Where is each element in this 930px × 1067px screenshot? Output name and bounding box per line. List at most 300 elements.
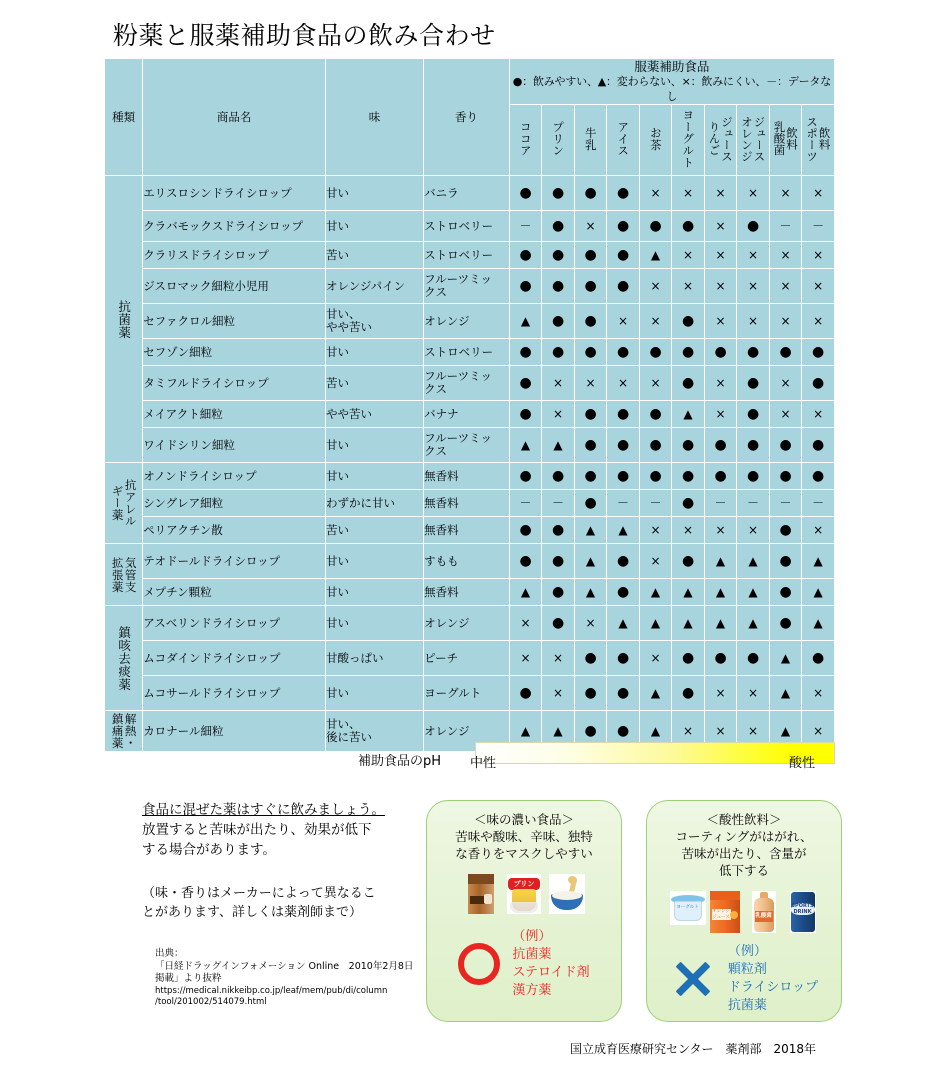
rating-cell-7 [737, 490, 769, 516]
supplement-column-header-7 [737, 105, 769, 175]
sports-drink-can-icon [787, 891, 819, 933]
symbol-circle: ● [779, 615, 792, 631]
compatibility-table [104, 58, 835, 752]
aroma-cell: オレンジ [424, 711, 509, 751]
rating-cell-1 [542, 544, 574, 578]
rating-cell-4 [640, 544, 672, 578]
symbol-triangle: ▲ [748, 615, 758, 630]
rating-cell-5 [672, 676, 704, 710]
symbol-circle: ● [519, 406, 532, 422]
supplement-column-label-4: お茶 [648, 126, 663, 151]
symbol-circle: ● [616, 685, 630, 701]
symbol-cross: × [715, 522, 726, 537]
rating-cell-0 [510, 176, 542, 210]
symbol-triangle: ▲ [520, 437, 531, 452]
aroma-cell: ストロベリー [424, 339, 509, 365]
aroma-cell: バニラ [424, 176, 509, 210]
symbol-circle: ● [746, 406, 760, 422]
symbol-triangle: ▲ [553, 723, 563, 738]
rating-cell-4 [640, 304, 672, 338]
symbol-circle: ● [551, 584, 565, 600]
symbol-cross: × [650, 650, 661, 665]
rating-cell-2 [575, 366, 607, 400]
rating-cell-9 [802, 366, 834, 400]
rating-cell-6 [705, 676, 737, 710]
symbol-cross: × [813, 723, 824, 738]
taste-cell: 甘い、 後に苦い [326, 711, 423, 751]
symbol-cross: × [715, 723, 726, 738]
symbol-circle: ● [551, 553, 565, 569]
category-label-2-0: 気管支 [123, 556, 138, 593]
rating-cell-0 [510, 490, 542, 516]
rating-cell-5 [672, 401, 704, 427]
aroma-cell: ヨーグルト [424, 676, 509, 710]
taste-cell: やや苦い [326, 401, 423, 427]
rating-cell-2 [575, 176, 607, 210]
rating-cell-4 [640, 401, 672, 427]
rating-cell-2 [575, 463, 607, 489]
symbol-cross: × [650, 313, 661, 328]
box-right-icon-row [647, 891, 841, 933]
symbol-cross: × [650, 522, 661, 537]
symbol-circle: ● [616, 584, 630, 600]
rating-cell-8 [770, 579, 802, 605]
symbol-circle: ● [584, 344, 597, 360]
rating-cell-8 [770, 517, 802, 543]
symbol-cross: × [650, 375, 661, 390]
aroma-cell: 無香料 [424, 463, 509, 489]
category-label-1-1: ギー薬 [110, 485, 125, 521]
rating-cell-9 [802, 544, 834, 578]
supplement-column-header-0 [510, 105, 542, 175]
source-citation [155, 948, 430, 1009]
symbol-cross: × [553, 685, 564, 700]
rating-cell-1 [542, 428, 574, 462]
supplement-column-label-9-0: 飲料 [817, 127, 832, 150]
table-row [105, 517, 834, 543]
symbol-dash: － [714, 495, 727, 510]
symbol-circle: ● [584, 185, 597, 201]
rating-cell-2 [575, 490, 607, 516]
symbol-circle: ● [681, 650, 695, 666]
taste-cell: 甘酸っぱい [326, 641, 423, 675]
symbol-cross: × [520, 650, 531, 665]
symbol-cross: × [618, 313, 629, 328]
rating-cell-5 [672, 641, 704, 675]
rating-cell-3 [607, 401, 639, 427]
symbol-triangle: ▲ [650, 247, 661, 262]
aroma-cell: オレンジ [424, 606, 509, 640]
table-row [105, 641, 834, 675]
symbol-circle: ● [616, 247, 630, 263]
rating-cell-6 [705, 517, 737, 543]
source-url-line-1: https://medical.nikkeibp.co.jp/leaf/mem/pub/di/column [155, 985, 388, 996]
symbol-circle: ● [779, 553, 792, 569]
rating-cell-2 [575, 544, 607, 578]
rating-cell-5 [672, 211, 704, 241]
symbol-triangle: ▲ [683, 615, 693, 630]
aroma-cell: すもも [424, 544, 509, 578]
supplement-column-label-8-0: 飲料 [785, 127, 800, 150]
symbol-circle: ● [649, 437, 662, 453]
symbol-circle: ● [649, 468, 662, 484]
taste-cell: 苦い [326, 242, 423, 268]
rating-cell-5 [672, 339, 704, 365]
paren-line-2: とがあります、詳しくは薬剤師まで） [142, 905, 362, 920]
rating-cell-3 [607, 606, 639, 640]
symbol-cross: × [748, 685, 759, 700]
product-name-cell: ワイドシリン細粒 [143, 428, 325, 462]
rating-cell-1 [542, 366, 574, 400]
supplement-column-label-3: アイス [616, 120, 631, 157]
box-left-body-line-1: 苦味や酸味、辛味、独特 [455, 829, 593, 844]
taste-cell: オレンジパイン [326, 269, 423, 303]
symbol-circle: ● [616, 406, 630, 422]
rating-cell-5 [672, 579, 704, 605]
symbol-cross: × [813, 313, 824, 328]
symbol-cross: × [715, 218, 726, 233]
table-row [105, 544, 834, 578]
rating-cell-5 [672, 490, 704, 516]
rating-cell-2 [575, 428, 607, 462]
symbol-dash: － [519, 495, 532, 510]
rating-cell-2 [575, 211, 607, 241]
symbol-cross: × [683, 185, 694, 200]
table-row [105, 304, 834, 338]
ph-axis-label: 補助食品のpH [358, 754, 442, 769]
header-kind: 種類 [105, 59, 142, 175]
supplement-column-header-2 [575, 105, 607, 175]
rating-cell-1 [542, 339, 574, 365]
rating-cell-2 [575, 517, 607, 543]
rating-cell-3 [607, 339, 639, 365]
rating-cell-8 [770, 401, 802, 427]
symbol-circle: ● [584, 406, 597, 422]
symbol-circle: ● [779, 437, 792, 453]
symbol-circle: ● [551, 278, 565, 294]
product-name-cell: オノンドライシロップ [143, 463, 325, 489]
rating-cell-1 [542, 517, 574, 543]
warning-line-1: 食品に混ぜた薬はすぐに飲みましょう。 [142, 802, 385, 818]
symbol-circle: ● [551, 247, 565, 263]
box-right-body [647, 828, 841, 879]
info-box-acidic-drinks [646, 800, 842, 1022]
circle-mark-icon [458, 943, 500, 985]
supplement-column-header-1 [542, 105, 574, 175]
symbol-circle: ● [519, 685, 532, 701]
symbol-triangle: ▲ [748, 553, 758, 568]
table-row [105, 269, 834, 303]
table-row [105, 366, 834, 400]
symbol-circle: ● [519, 278, 532, 294]
symbol-circle: ● [551, 522, 565, 538]
symbol-triangle: ▲ [683, 584, 693, 599]
box-right-verdict-text [728, 943, 818, 1015]
rating-cell-3 [607, 304, 639, 338]
box-right-body-line-1: コーティングがはがれ、 [675, 829, 813, 844]
symbol-cross: × [748, 313, 759, 328]
aroma-cell: ストロベリー [424, 211, 509, 241]
rating-cell-6 [705, 544, 737, 578]
rating-cell-1 [542, 269, 574, 303]
rating-cell-9 [802, 463, 834, 489]
rating-cell-5 [672, 366, 704, 400]
table-row [105, 606, 834, 640]
header-taste: 味 [326, 59, 423, 175]
rating-cell-5 [672, 428, 704, 462]
symbol-triangle: ▲ [553, 437, 563, 452]
symbol-cross: × [715, 278, 726, 293]
category-cell-2 [105, 544, 142, 605]
symbol-circle: ● [519, 247, 532, 263]
symbol-circle: ● [584, 723, 597, 739]
rating-cell-3 [607, 428, 639, 462]
box-right-verdict-line-1: （例） [727, 944, 767, 959]
symbol-circle: ● [616, 344, 630, 360]
product-name-cell: メプチン顆粒 [143, 579, 325, 605]
symbol-circle: ● [649, 218, 662, 234]
box-left-title: ＜味の濃い食品＞ [473, 812, 574, 827]
rating-cell-7 [737, 242, 769, 268]
rating-cell-6 [705, 606, 737, 640]
rating-cell-6 [705, 641, 737, 675]
symbol-triangle: ▲ [650, 685, 661, 700]
symbol-triangle: ▲ [715, 615, 726, 630]
box-right-title: ＜酸性飲料＞ [706, 812, 782, 827]
rating-cell-7 [737, 676, 769, 710]
rating-cell-1 [542, 641, 574, 675]
symbol-circle: ● [551, 218, 565, 234]
symbol-triangle: ▲ [780, 650, 791, 665]
rating-cell-2 [575, 606, 607, 640]
rating-cell-4 [640, 463, 672, 489]
symbol-dash: － [519, 218, 532, 233]
symbol-cross: × [780, 313, 791, 328]
symbol-circle: ● [714, 437, 727, 453]
rating-cell-4 [640, 211, 672, 241]
rating-cell-3 [607, 579, 639, 605]
rating-cell-3 [607, 463, 639, 489]
symbol-triangle: ▲ [813, 584, 823, 599]
symbol-circle: ● [519, 522, 532, 538]
table-row [105, 211, 834, 241]
symbol-triangle: ▲ [813, 553, 823, 568]
symbol-circle: ● [812, 650, 825, 666]
product-name-cell: エリスロシンドライシロップ [143, 176, 325, 210]
symbol-triangle: ▲ [780, 685, 791, 700]
symbol-circle: ● [746, 437, 760, 453]
rating-cell-8 [770, 428, 802, 462]
symbol-cross: × [748, 185, 759, 200]
warning-line-3: する場合があります。 [142, 842, 276, 858]
symbol-circle: ● [616, 723, 630, 739]
symbol-dash: － [779, 218, 792, 233]
taste-cell: 甘い [326, 463, 423, 489]
box-left-body [427, 828, 621, 862]
rating-cell-7 [737, 211, 769, 241]
product-name-cell: タミフルドライシロップ [143, 366, 325, 400]
yogurt-icon-label: ヨーグルト [676, 905, 699, 910]
symbol-circle: ● [681, 218, 695, 234]
supplement-column-label-7-0: ジュース [752, 115, 767, 162]
rating-cell-9 [802, 606, 834, 640]
symbol-dash: － [649, 495, 662, 510]
symbol-cross: × [683, 247, 694, 262]
symbol-circle: ● [551, 344, 565, 360]
rating-cell-8 [770, 304, 802, 338]
symbol-cross: × [813, 685, 824, 700]
product-name-cell: カロナール細粒 [143, 711, 325, 751]
rating-cell-5 [672, 242, 704, 268]
symbol-circle: ● [681, 375, 695, 391]
symbol-circle: ● [714, 344, 727, 360]
rating-cell-7 [737, 544, 769, 578]
box-right-verdict-line-4: 抗菌薬 [727, 998, 767, 1013]
aroma-cell: 無香料 [424, 490, 509, 516]
rating-cell-8 [770, 176, 802, 210]
rating-cell-3 [607, 641, 639, 675]
rating-cell-9 [802, 676, 834, 710]
symbol-triangle: ▲ [650, 723, 661, 738]
symbol-circle: ● [616, 278, 630, 294]
symbol-circle: ● [746, 650, 760, 666]
rating-cell-0 [510, 242, 542, 268]
paren-line-1: （味・香りはメーカーによって異なるこ [142, 886, 376, 901]
symbol-circle: ● [616, 553, 630, 569]
box-left-verdict-line-1: （例） [512, 929, 552, 944]
rating-cell-0 [510, 676, 542, 710]
info-box-strong-flavor [426, 800, 622, 1022]
rating-cell-8 [770, 544, 802, 578]
rating-cell-1 [542, 401, 574, 427]
rating-cell-4 [640, 579, 672, 605]
warning-note [142, 800, 432, 860]
symbol-circle: ● [616, 185, 630, 201]
symbol-dash: － [617, 495, 630, 510]
symbol-circle: ● [551, 313, 565, 329]
supplement-column-header-5 [672, 105, 704, 175]
product-name-cell: ペリアクチン散 [143, 517, 325, 543]
lactic-drink-bottle-icon [748, 891, 780, 933]
box-right-body-line-2: 苦味が出たり、含量が [681, 846, 807, 861]
rating-cell-1 [542, 304, 574, 338]
symbol-circle: ● [584, 685, 597, 701]
product-name-cell: ムコダインドライシロップ [143, 641, 325, 675]
table-row [105, 401, 834, 427]
rating-cell-8 [770, 269, 802, 303]
symbol-triangle: ▲ [813, 615, 823, 630]
symbol-cross: × [780, 278, 791, 293]
symbol-cross: × [585, 218, 596, 233]
rating-cell-4 [640, 606, 672, 640]
symbol-triangle: ▲ [683, 406, 693, 421]
rating-cell-1 [542, 606, 574, 640]
rating-cell-5 [672, 176, 704, 210]
supplement-column-header-9 [802, 105, 834, 175]
rating-cell-1 [542, 490, 574, 516]
rating-cell-9 [802, 304, 834, 338]
rating-cell-0 [510, 211, 542, 241]
symbol-triangle: ▲ [715, 553, 726, 568]
taste-cell: 甘い [326, 211, 423, 241]
symbol-cross: × [553, 650, 564, 665]
rating-cell-0 [510, 641, 542, 675]
symbol-circle: ● [551, 185, 565, 201]
aroma-cell: 無香料 [424, 579, 509, 605]
supplement-column-label-0: ココア [518, 120, 533, 157]
rating-cell-5 [672, 606, 704, 640]
rating-cell-2 [575, 242, 607, 268]
symbol-cross: × [780, 406, 791, 421]
symbol-circle: ● [649, 406, 662, 422]
rating-cell-6 [705, 269, 737, 303]
symbol-cross: × [585, 615, 596, 630]
symbol-circle: ● [584, 278, 597, 294]
table-row [105, 176, 834, 210]
box-right-verdict-line-2: 顆粒剤 [727, 962, 767, 977]
rating-cell-2 [575, 579, 607, 605]
supplement-column-header-8 [770, 105, 802, 175]
orange-juice-icon-label: オレンジジュース [712, 909, 730, 920]
rating-cell-0 [510, 269, 542, 303]
table-head-row-1 [105, 59, 834, 104]
symbol-circle: ● [681, 313, 695, 329]
box-left-verdict-text [512, 928, 589, 1000]
compatibility-table-wrapper [104, 58, 835, 752]
rating-cell-7 [737, 579, 769, 605]
rating-cell-0 [510, 606, 542, 640]
header-aroma: 香り [424, 59, 509, 175]
rating-cell-0 [510, 579, 542, 605]
symbol-circle: ● [584, 650, 597, 666]
aroma-cell: フルーツミッ クス [424, 428, 509, 462]
category-cell-3 [105, 606, 142, 710]
rating-cell-2 [575, 401, 607, 427]
symbol-triangle: ▲ [618, 615, 628, 630]
supplement-column-label-1: プリン [551, 120, 566, 157]
rating-cell-9 [802, 339, 834, 365]
rating-cell-8 [770, 339, 802, 365]
symbol-circle: ● [519, 185, 532, 201]
rating-cell-6 [705, 176, 737, 210]
box-left-verdict-line-2: 抗菌薬 [512, 947, 552, 962]
category-cell-1 [105, 463, 142, 543]
table-row [105, 242, 834, 268]
taste-cell: 甘い [326, 428, 423, 462]
box-left-body-line-2: な香りをマスクしやすい [455, 846, 593, 861]
rating-cell-7 [737, 304, 769, 338]
supplement-column-label-6-0: ジュース [720, 115, 735, 162]
taste-cell: 甘い [326, 176, 423, 210]
warning-line-2: 放置すると苦味が出たり、効果が低下 [142, 822, 372, 838]
symbol-triangle: ▲ [520, 584, 531, 599]
rating-cell-3 [607, 269, 639, 303]
symbol-circle: ● [616, 437, 630, 453]
taste-cell: 苦い [326, 517, 423, 543]
rating-cell-1 [542, 242, 574, 268]
symbol-cross: × [650, 278, 661, 293]
rating-cell-7 [737, 517, 769, 543]
rating-cell-0 [510, 401, 542, 427]
symbol-cross: × [553, 375, 564, 390]
symbol-triangle: ▲ [585, 584, 596, 599]
symbol-cross: × [618, 375, 629, 390]
symbol-cross: × [748, 522, 759, 537]
rating-cell-8 [770, 366, 802, 400]
taste-cell: 甘い、 やや苦い [326, 304, 423, 338]
rating-cell-7 [737, 269, 769, 303]
rating-cell-2 [575, 269, 607, 303]
